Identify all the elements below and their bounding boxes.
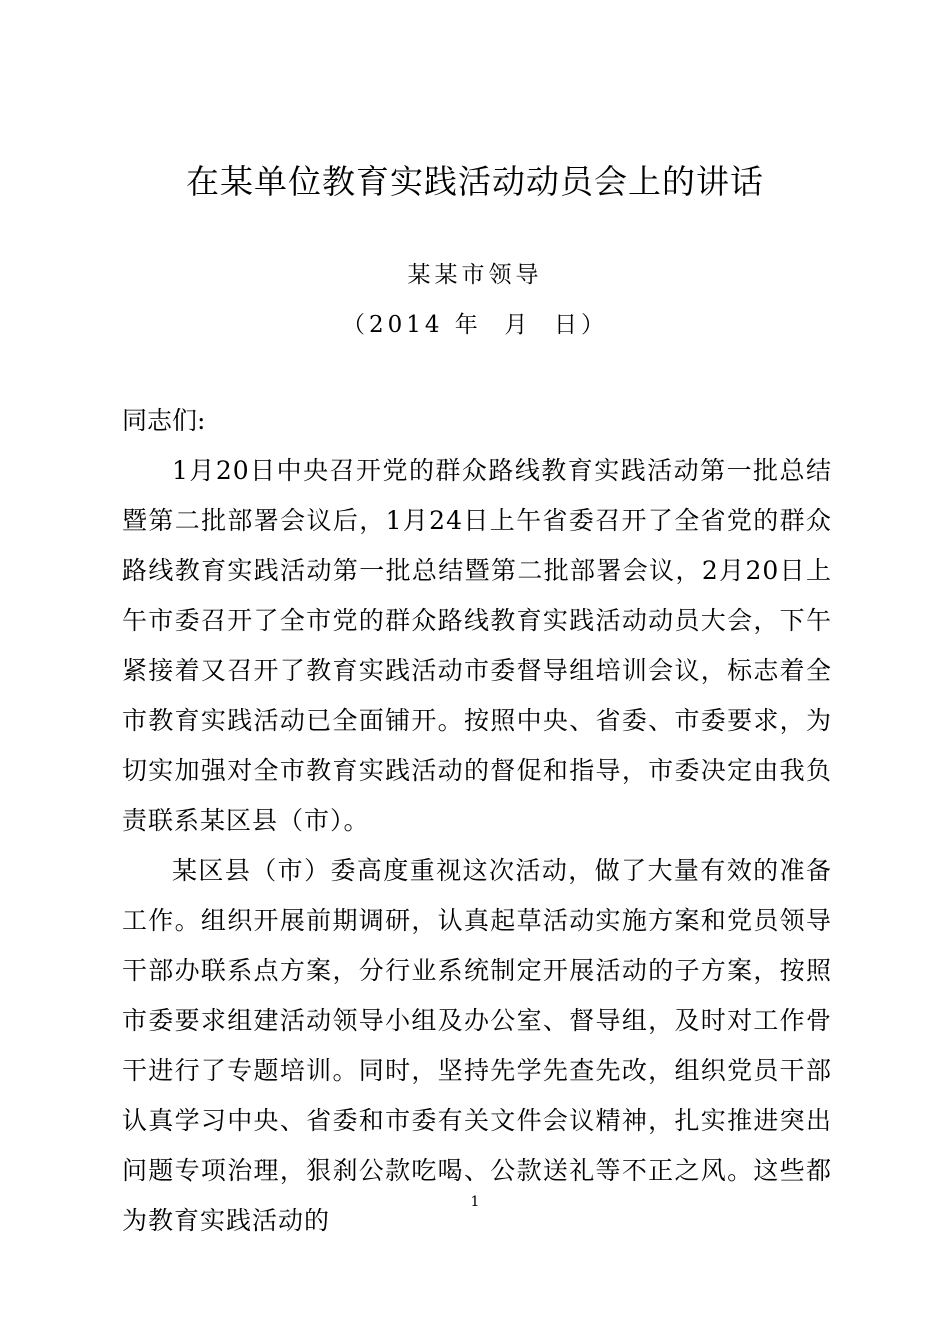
speaker-line: 某某市领导 [407, 262, 543, 288]
body-paragraph-2: 某区县（市）委高度重视这次活动，做了大量有效的准备工作。组织开展前期调研，认真起草活动实施方案和党员领导干部办联系点方案，分行业系统制定开展活动的子方案，按照市委要求组建活动领导小组及办公室、督导组，及时对工作骨干进行了专题培训。同时，坚持先学先查先改，组织党员干部认真学习中央、省委和市委有关文件会议精神，扎实推进突出问题专项治理，狠刹公款吃喝、公款送礼等不正之风。这些都为教育实践活动的 [122, 856, 832, 1235]
date-line: （2014 年 月 日） [341, 312, 609, 338]
salutation: 同志们: [122, 406, 206, 435]
document-title: 在某单位教育实践活动动员会上的讲话 [186, 162, 764, 201]
page-number: 1 [470, 1194, 480, 1210]
body-paragraph-1: 1月20日中央召开党的群众路线教育实践活动第一批总结暨第二批部署会议后，1月24日上午省委召开了全省党的群众路线教育实践活动第一批总结暨第二批部署会议，2月20日上午市委召开了全市党的群众路线教育实践活动动员大会，下午紧接着又召开了教育实践活动市委督导组培训会议，标志着全市教育实践活动已全面铺开。按照中央、省委、市委要求，为切实加强对全市教育实践活动的督促和指导，市委决定由我负责联系某区县（市）。 [122, 456, 832, 835]
document-body [122, 396, 832, 1246]
